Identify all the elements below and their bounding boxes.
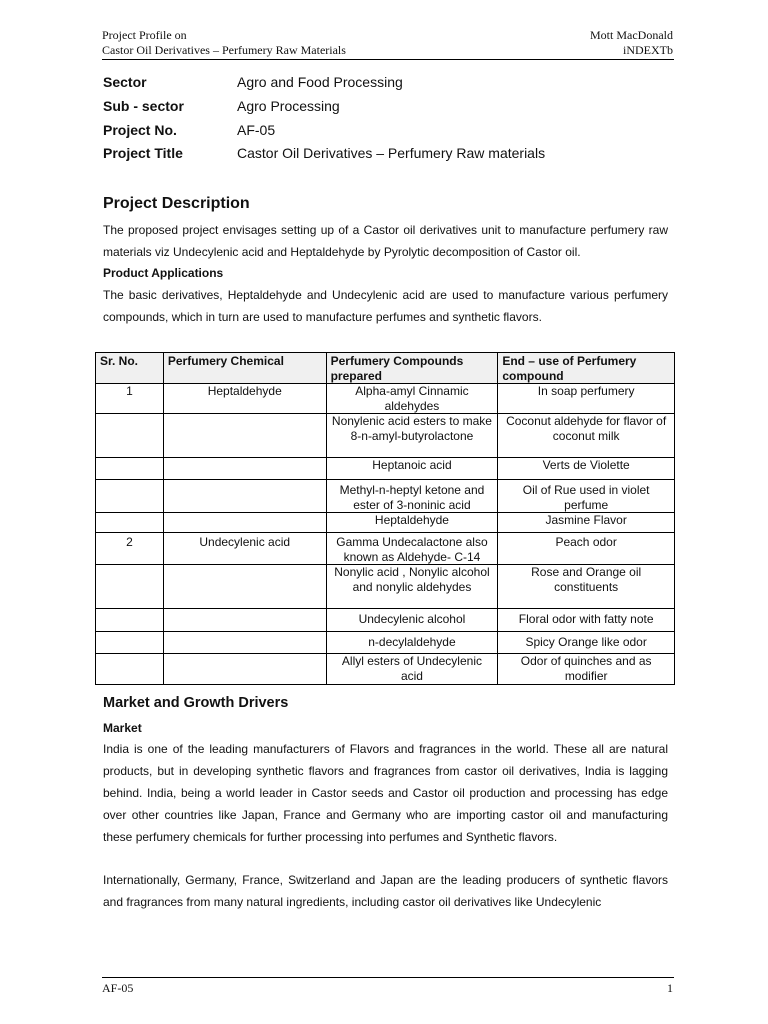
meta-label: Sub - sector [103,98,184,114]
header-brand: iNDEXTb [623,43,673,57]
cell-sr-no [96,654,164,685]
col-header-chemical: Perfumery Chemical [163,353,326,384]
cell-compound: Undecylenic alcohol [326,609,498,632]
table-row [96,458,675,480]
project-description-text: The proposed project envisages setting up of a Castor oil derivatives unit to manufacture perfumery raw materials viz Undecylenic acid and Heptaldehyde by Pyrolytic decomposition of Castor oil. [103,223,668,259]
table-row [96,533,675,565]
cell-chemical [163,565,326,609]
cell-end-use: Rose and Orange oil constituents [498,565,675,609]
table-row [96,609,675,632]
meta-label: Project No. [103,122,177,138]
cell-end-use: Jasmine Flavor [498,513,675,533]
cell-compound: Nonylenic acid esters to make 8-n-amyl-butyrolactone [326,414,498,458]
market-subheading: Market [103,721,142,735]
market-growth-heading: Market and Growth Drivers [103,695,289,711]
cell-compound: Alpha-amyl Cinnamic aldehydes [326,384,498,414]
header-divider [102,59,674,60]
market-paragraph-1: India is one of the leading manufacturers of Flavors and fragrances in the world. These all are natural products, but in developing synthetic flavors and fragrances from castor oil derivatives, India is lagging behind. India, being a world leader in Castor seeds and Castor oil production and processing has edge over other countries like Japan, France and Germany who are importing castor oil and manufacturing these perfumery chemicals for further processing into perfumes and Synthetic flavors. [103,742,668,844]
cell-sr-no [96,632,164,654]
product-applications-text: The basic derivatives, Heptaldehyde and Undecylenic acid are used to manufacture various perfumery compounds, which in turn are used to manufacture perfumes and synthetic flavors. [103,288,668,324]
header-right [590,28,673,58]
col-header-end-use: End – use of Perfumery compound [498,353,675,384]
header-company: Mott MacDonald [590,28,673,42]
product-applications-heading: Product Applications [103,266,224,280]
meta-label: Sector [103,74,147,90]
cell-chemical [163,513,326,533]
cell-sr-no: 2 [96,533,164,565]
market-paragraph-2: Internationally, Germany, France, Switzerland and Japan are the leading producers of synthetic flavors and fragrances from many natural ingredients, including castor oil derivatives like Undecylenic [103,873,668,909]
cell-end-use: Peach odor [498,533,675,565]
cell-sr-no [96,480,164,513]
perfumery-table [95,352,675,685]
meta-value: Castor Oil Derivatives – Perfumery Raw materials [237,145,546,161]
cell-sr-no [96,458,164,480]
meta-value: Agro and Food Processing [237,74,403,90]
table-row [96,632,675,654]
header-left [102,28,346,58]
footer-project-code: AF-05 [102,981,134,995]
cell-sr-no [96,565,164,609]
header-profile-label: Project Profile on [102,28,187,42]
cell-end-use: Verts de Violette [498,458,675,480]
meta-value: AF-05 [237,122,276,138]
cell-compound: Allyl esters of Undecylenic acid [326,654,498,685]
table-row [96,384,675,414]
cell-chemical: Heptaldehyde [163,384,326,414]
cell-compound: Heptaldehyde [326,513,498,533]
cell-end-use: Odor of quinches and as modifier [498,654,675,685]
table-row [96,565,675,609]
cell-end-use: In soap perfumery [498,384,675,414]
table-row [96,480,675,513]
cell-chemical [163,480,326,513]
cell-end-use: Spicy Orange like odor [498,632,675,654]
cell-compound: Heptanoic acid [326,458,498,480]
page-number: 1 [667,981,673,995]
footer-divider [102,977,674,978]
col-header-compounds: Perfumery Compounds prepared [326,353,498,384]
table-row [96,654,675,685]
cell-chemical: Undecylenic acid [163,533,326,565]
cell-chemical [163,654,326,685]
col-header-sr-no: Sr. No. [96,353,164,384]
cell-compound: Gamma Undecalactone also known as Aldehyde- C-14 [326,533,498,565]
table-row [96,513,675,533]
cell-compound: Nonylic acid , Nonylic alcohol and nonylic aldehydes [326,565,498,609]
cell-sr-no [96,513,164,533]
cell-end-use: Oil of Rue used in violet perfume [498,480,675,513]
cell-sr-no [96,609,164,632]
table-header-row [96,353,675,384]
cell-end-use: Floral odor with fatty note [498,609,675,632]
table-row [96,414,675,458]
cell-sr-no [96,414,164,458]
meta-value: Agro Processing [237,98,340,114]
project-description-heading: Project Description [103,195,250,212]
cell-chemical [163,414,326,458]
meta-label: Project Title [103,145,183,161]
cell-chemical [163,632,326,654]
cell-sr-no: 1 [96,384,164,414]
cell-chemical [163,458,326,480]
cell-compound: n-decylaldehyde [326,632,498,654]
cell-compound: Methyl-n-heptyl ketone and ester of 3-noninic acid [326,480,498,513]
header-document-title: Castor Oil Derivatives – Perfumery Raw Materials [102,43,346,57]
cell-chemical [163,609,326,632]
cell-end-use: Coconut aldehyde for flavor of coconut milk [498,414,675,458]
